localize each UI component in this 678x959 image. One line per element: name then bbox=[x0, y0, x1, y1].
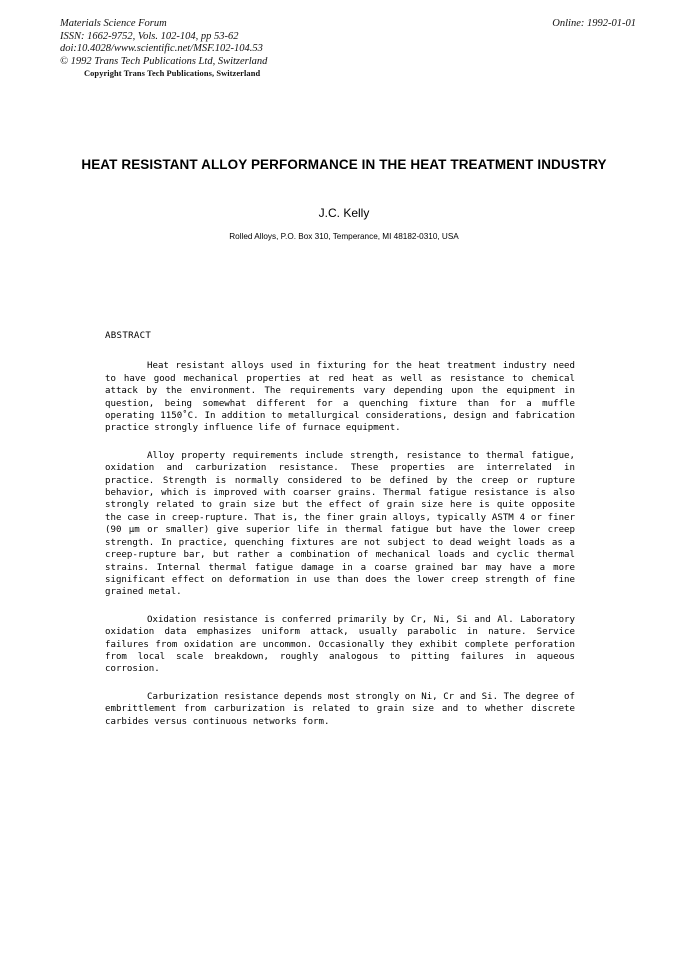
abstract-paragraph: Heat resistant alloys used in fixturing for the heat treatment industry need to have good mechanical properties at red heat as well as resistance to chemical attack by the environment. The requirements vary depending upon the equipment in question, being somewhat different for a quenching fixture than for a muffle operating 1150˚C. In addition to metallurgical considerations, design and fabrication practice strongly influence life of furnace equipment. bbox=[105, 361, 575, 434]
publisher-line: © 1992 Trans Tech Publications Ltd, Switzerland bbox=[60, 55, 268, 67]
title-block bbox=[70, 155, 618, 241]
abstract-paragraph: Alloy property requirements include strength, resistance to thermal fatigue, oxidation and carburization resistance. These properties are interrelated in practice. Strength is normally considered to be defined by the creep or rupture behavior, which is improved with coarser grains. Thermal fatigue resistance is also strongly related to grain size but the effect of grain size here is quite opposite the case in creep-rupture. That is, the finer grain alloys, typically ASTM 4 or finer (90 µm or smaller) give superior life in thermal fatigue but have the lower creep strength. In practice, quenching fixtures are not subject to dead weight loads as a creep-rupture bar, but rather a combination of mechanical loads and cyclic thermal strains. Internal thermal fatigue damage in a coarse grained bar may have a more significant effect on deformation in use than does the lower creep strength of fine grained metal. bbox=[105, 450, 575, 598]
journal-masthead bbox=[60, 18, 267, 81]
page-title: HEAT RESISTANT ALLOY PERFORMANCE IN THE HEAT TREATMENT INDUSTRY bbox=[81, 157, 607, 172]
abstract-section bbox=[105, 330, 575, 728]
author-affiliation: Rolled Alloys, P.O. Box 310, Temperance, MI 48182-0310, USA bbox=[229, 232, 459, 241]
page-header bbox=[60, 18, 636, 88]
abstract-paragraph: Oxidation resistance is conferred primarily by Cr, Ni, Si and Al. Laboratory oxidation data emphasizes uniform attack, usually parabolic in nature. Service failures from oxidation are uncommon. Occasionally they exhibit complete perforation from local scale breakdown, roughly analogous to pitting failures in aqueous corrosion. bbox=[105, 614, 575, 675]
online-date: Online: 1992-01-01 bbox=[552, 18, 636, 29]
journal-name: Materials Science Forum bbox=[60, 18, 167, 29]
doi-line: doi:10.4028/www.scientific.net/MSF.102-104.53 bbox=[60, 43, 263, 55]
abstract-paragraph: Carburization resistance depends most strongly on Ni, Cr and Si. The degree of embrittlement from carburization is related to grain size and to whether discrete carbides versus continuous networks form. bbox=[105, 691, 575, 727]
copyright-line: Copyright Trans Tech Publications, Switzerland bbox=[84, 69, 261, 79]
author-name: J.C. Kelly bbox=[318, 206, 370, 220]
abstract-heading: ABSTRACT bbox=[105, 331, 152, 341]
issn-line: ISSN: 1662-9752, Vols. 102-104, pp 53-62 bbox=[60, 30, 239, 42]
